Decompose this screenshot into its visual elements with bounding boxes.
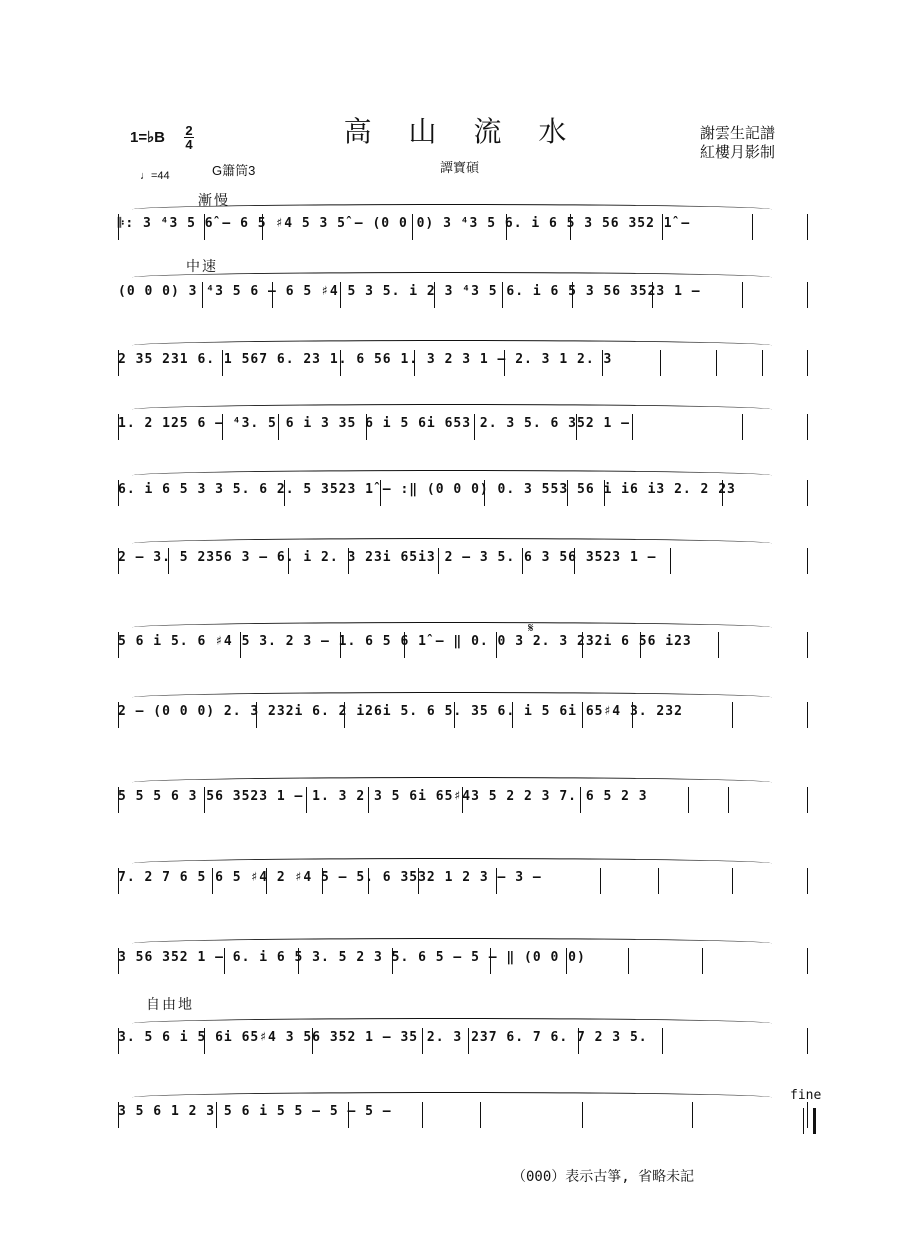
phrase-slur — [132, 272, 772, 283]
phrase-slur — [132, 692, 772, 703]
barline — [422, 1102, 423, 1128]
barline — [807, 1028, 808, 1054]
barline — [628, 948, 629, 974]
time-signature — [184, 124, 194, 151]
mark-medium-tempo: 中速 — [186, 259, 218, 275]
notation-line: 2 – 3. 5 2356 3 – 6. i 2. 3 23i 65i3 2 – 3 5. 6 3 56 3523 1 – — [118, 550, 657, 565]
score-row — [112, 212, 812, 242]
score-row — [112, 280, 812, 310]
score-row — [112, 1026, 812, 1056]
notation-line: 2 35 231 6. 1 567 6. 23 1. 6 56 1. 3 2 3 1 – 2. 3 1 2. 3 — [118, 352, 613, 367]
barline — [807, 702, 808, 728]
barline — [732, 868, 733, 894]
score-row — [112, 1100, 812, 1130]
barline — [807, 282, 808, 308]
credits — [700, 124, 775, 162]
score-row — [112, 348, 812, 378]
score-row — [112, 412, 812, 442]
notation-line: 1. 2 125 6 – ⁴3. 5 6 i 3 35 6 i 5 6i 653 2. 3 5. 6 352 1 – — [118, 416, 630, 431]
notation-line: 3 5 6 1 2 3 5 6 i 5 5 – 5 – 5 – — [118, 1104, 392, 1119]
barline — [716, 350, 717, 376]
barline — [807, 214, 808, 240]
phrase-slur — [132, 470, 772, 481]
notation-line: 2 – (0 0 0) 2. 3 232i 6. 2 i26i 5. 6 5. 35 6. i 5 6i 65♯4 3. 232 — [118, 704, 683, 719]
barline — [807, 548, 808, 574]
barline — [807, 480, 808, 506]
barline — [728, 787, 729, 813]
phrase-slur — [132, 538, 772, 549]
notation-line: 5 5 5 6 3 56 3523 1 – 1. 3 2 3 5 6i 65♯43 5 2 2 3 7. 6 5 2 3 — [118, 789, 648, 804]
barline — [807, 414, 808, 440]
score-row — [112, 866, 812, 896]
mark-slowing: 漸慢 — [198, 193, 230, 209]
phrase-slur — [132, 340, 772, 351]
instrument-label: G簫筒3 — [212, 163, 256, 178]
barline — [688, 787, 689, 813]
time-sig-top: 2 — [185, 123, 193, 138]
barline — [670, 548, 671, 574]
phrase-slur — [132, 404, 772, 415]
barline — [762, 350, 763, 376]
score-row — [112, 478, 812, 508]
notation-line: 𝄆: 3 ⁴3 5 6̂ – 6 5 ♯4 5 3 5̂ – (0 0 0) 3 ⁴3 5 6. i 6 5 3 56 352 1̂ – — [118, 216, 691, 231]
performer-label: 譚寶碩 — [440, 160, 480, 175]
notation-line: 5 6 i 5. 6 ♯4 5 3. 2 3 – 1. 6 5 6 1̂ – ‖ 0. 0 3 2. 3 232i 6 56 i23 — [118, 634, 692, 649]
fine-mark: fine — [790, 1088, 822, 1103]
barline — [718, 632, 719, 658]
barline — [752, 214, 753, 240]
score-row — [112, 546, 812, 576]
barline — [732, 702, 733, 728]
barline — [480, 1102, 481, 1128]
footer-note: （000）表示古箏, 省略未記 — [512, 1169, 695, 1185]
phrase-slur — [132, 622, 772, 633]
barline — [600, 868, 601, 894]
score-row — [112, 630, 812, 660]
barline — [742, 282, 743, 308]
barline — [742, 414, 743, 440]
key-signature: 1=♭B — [130, 129, 166, 146]
barline — [807, 632, 808, 658]
time-sig-bottom: 4 — [185, 137, 193, 152]
barline — [807, 868, 808, 894]
final-barline — [803, 1108, 816, 1134]
page-title: 高 山 流 水 — [343, 115, 581, 148]
phrase-slur — [132, 938, 772, 949]
barline — [702, 948, 703, 974]
notation-line: 6. i 6 5 3 3 5. 6 2. 5 3523 1̂ – :‖ (0 0 0) 0. 3 553 56 i i6 i3 2. 2 23 — [118, 482, 736, 497]
phrase-slur — [132, 858, 772, 869]
notation-line: 7. 2 7 6 5 6 5 ♯4 2 ♯4 5 – 5. 6 3532 1 2 3 – 3 – — [118, 870, 542, 885]
score-row — [112, 946, 812, 976]
barline — [632, 414, 633, 440]
phrase-slur — [132, 204, 772, 215]
segno-sign: 𝄋 — [528, 620, 534, 635]
mark-freely: 自由地 — [146, 997, 194, 1013]
phrase-slur — [132, 1092, 772, 1103]
barline — [807, 787, 808, 813]
barline — [807, 350, 808, 376]
barline — [582, 1102, 583, 1128]
credit-producer: 紅樓月影制 — [700, 143, 776, 161]
notation-line: (0 0 0) 3 ⁴3 5 6 – 6 5 ♯4 5 3 5. i 2 3 ⁴3 5 6. i 6 5 3 56 3523 1 – — [118, 284, 701, 299]
barline — [658, 868, 659, 894]
tempo-mark: ♩=44 — [140, 170, 170, 182]
phrase-slur — [132, 777, 772, 788]
score-row — [112, 700, 812, 730]
barline — [807, 948, 808, 974]
phrase-slur — [132, 1018, 772, 1029]
notation-line: 3. 5 6 i 5 6i 65♯4 3 56 352 1 – 35 2. 3 237 6. 7 6. 7 2 3 5. — [118, 1030, 648, 1045]
barline — [692, 1102, 693, 1128]
barline — [660, 350, 661, 376]
notation-line: 3 56 352 1 – 6. i 6 5 3. 5 2 3 5. 6 5 – 5 – ‖ (0 0 0) — [118, 950, 586, 965]
score-row — [112, 785, 812, 815]
credit-transcriber: 謝雲生記譜 — [700, 124, 776, 142]
barline — [662, 1028, 663, 1054]
